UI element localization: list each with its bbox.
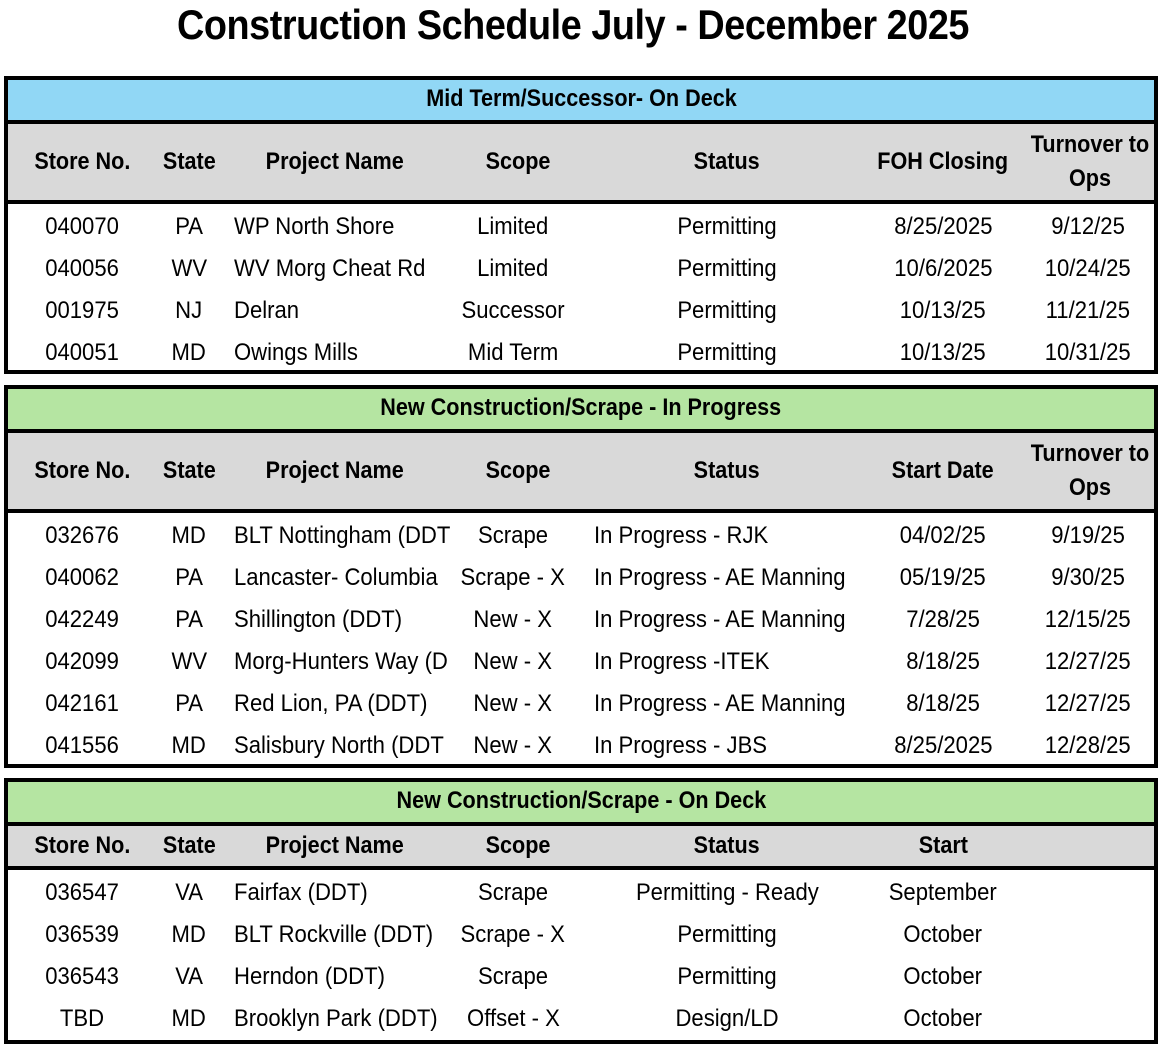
table-cell: Design/LD	[675, 1005, 779, 1032]
table-cell: TBD	[59, 1005, 105, 1032]
table-cell: Scrape - X	[460, 564, 566, 591]
column-header: Start	[918, 832, 968, 859]
table-row	[8, 290, 1154, 332]
table-cell: 040056	[45, 255, 119, 282]
table-cell: PA	[175, 690, 203, 717]
table-cell: 12/27/25	[1045, 690, 1131, 717]
table-cell: WP North Shore	[234, 213, 395, 240]
table-cell: 036547	[45, 879, 119, 906]
table-row	[8, 641, 1154, 683]
column-header: FOH Closing	[877, 148, 1009, 175]
table-row	[8, 725, 1154, 767]
table-cell: 042249	[45, 606, 119, 633]
table-cell: Mid Term	[467, 339, 559, 366]
table-cell: Red Lion, PA (DDT)	[234, 690, 428, 717]
column-header: Turnover to Ops	[1030, 131, 1150, 192]
table-cell: Permitting	[677, 921, 777, 948]
table-cell: Successor	[461, 297, 565, 324]
table-cell: Offset - X	[466, 1005, 560, 1032]
table-cell: 040070	[45, 213, 119, 240]
column-header: Status	[693, 832, 761, 859]
table-row	[8, 515, 1154, 557]
table-cell: In Progress - AE Manning	[594, 606, 846, 633]
table-cell: MD	[171, 732, 207, 759]
table-row	[8, 332, 1154, 374]
table-cell: 041556	[45, 732, 119, 759]
table-cell: Permitting - Ready	[635, 879, 819, 906]
table-cell: Permitting	[677, 255, 777, 282]
table-cell: 8/18/25	[906, 648, 980, 675]
column-header: State	[162, 148, 216, 175]
column-header: State	[162, 832, 216, 859]
table-row	[8, 872, 1154, 914]
table-header	[8, 826, 1154, 870]
table-cell: Permitting	[677, 339, 777, 366]
table-cell: 040062	[45, 564, 119, 591]
table-cell: BLT Nottingham (DDT	[234, 522, 451, 549]
table-cell: WV	[171, 255, 207, 282]
table-cell: 11/21/25	[1045, 297, 1131, 324]
table-cell: Owings Mills	[234, 339, 358, 366]
table-cell: WV Morg Cheat Rd	[234, 255, 426, 282]
table-cell	[1022, 872, 1154, 914]
table-cell: 036543	[45, 963, 119, 990]
table-cell: PA	[175, 606, 203, 633]
table-cell: Permitting	[677, 297, 777, 324]
table-cell: 032676	[45, 522, 119, 549]
table-cell: In Progress -ITEK	[594, 648, 770, 675]
table-cell: Delran	[234, 297, 300, 324]
table-cell: 036539	[45, 921, 119, 948]
table-cell: Brooklyn Park (DDT)	[234, 1005, 438, 1032]
table-cell: 7/28/25	[906, 606, 980, 633]
table-cell: WV	[171, 648, 207, 675]
table-cell: New - X	[473, 690, 553, 717]
mid-term-successor-table	[4, 76, 1158, 374]
table-cell: Scrape - X	[460, 921, 566, 948]
table-cell: 042099	[45, 648, 119, 675]
table-cell: NJ	[175, 297, 203, 324]
table-cell: 12/15/25	[1045, 606, 1131, 633]
table-cell: Fairfax (DDT)	[234, 879, 368, 906]
table-cell: VA	[175, 963, 203, 990]
table-row	[8, 998, 1154, 1040]
table-cell: October	[903, 1005, 983, 1032]
table-cell: Permitting	[677, 963, 777, 990]
table-cell: 042161	[45, 690, 119, 717]
table-row	[8, 206, 1154, 248]
table-cell: Scrape	[478, 963, 548, 990]
column-header: Scope	[485, 148, 551, 175]
table-cell: 9/12/25	[1051, 213, 1125, 240]
table-cell: Scrape	[478, 522, 548, 549]
column-header: Store No.	[33, 457, 131, 484]
table-cell: 12/28/25	[1045, 732, 1131, 759]
section-banner: New Construction/Scrape - In Progress	[8, 389, 1154, 433]
column-header: Scope	[485, 832, 551, 859]
table-cell: New - X	[473, 606, 553, 633]
table-cell: 8/18/25	[906, 690, 980, 717]
table-cell: MD	[171, 1005, 207, 1032]
table-cell: 9/30/25	[1051, 564, 1125, 591]
table-cell: Shillington (DDT)	[234, 606, 403, 633]
table-cell: 8/25/2025	[893, 732, 993, 759]
table-cell: Permitting	[677, 213, 777, 240]
table-cell	[1022, 998, 1154, 1040]
table-cell: October	[903, 963, 983, 990]
new-construction-in-progress-table	[4, 385, 1158, 768]
table-cell: Scrape	[478, 879, 548, 906]
table-cell: In Progress - AE Manning	[594, 690, 846, 717]
table-cell	[1022, 914, 1154, 956]
column-header	[1022, 826, 1158, 866]
table-cell	[1022, 956, 1154, 998]
column-header: Status	[693, 457, 761, 484]
new-construction-on-deck-table	[4, 778, 1158, 1044]
table-cell: BLT Rockville (DDT)	[234, 921, 434, 948]
table-cell: 10/6/2025	[893, 255, 993, 282]
table-cell: September	[888, 879, 998, 906]
table-cell: VA	[175, 879, 203, 906]
table-cell: MD	[171, 339, 207, 366]
table-cell: 10/13/25	[900, 297, 986, 324]
table-cell: 040051	[45, 339, 119, 366]
table-cell: In Progress - AE Manning	[594, 564, 846, 591]
table-cell: PA	[175, 564, 203, 591]
table-header	[8, 433, 1154, 513]
table-cell: MD	[171, 522, 207, 549]
table-cell: Limited	[477, 213, 549, 240]
table-cell: PA	[175, 213, 203, 240]
table-cell: 9/19/25	[1051, 522, 1125, 549]
column-header: Start Date	[891, 457, 995, 484]
table-cell: 10/24/25	[1045, 255, 1131, 282]
table-cell: 10/13/25	[900, 339, 986, 366]
section-banner: New Construction/Scrape - On Deck	[8, 782, 1154, 826]
table-cell: Herndon (DDT)	[234, 963, 385, 990]
table-cell: In Progress - JBS	[594, 732, 768, 759]
column-header: Project Name	[265, 148, 405, 175]
table-row	[8, 248, 1154, 290]
table-row	[8, 557, 1154, 599]
column-header: Project Name	[265, 457, 405, 484]
column-header: Turnover to Ops	[1030, 440, 1150, 501]
column-header: Scope	[485, 457, 551, 484]
table-cell: 10/31/25	[1045, 339, 1131, 366]
column-header: Store No.	[33, 832, 131, 859]
table-cell: 001975	[45, 297, 119, 324]
table-row	[8, 914, 1154, 956]
table-cell: 04/02/25	[900, 522, 986, 549]
table-cell: New - X	[473, 732, 553, 759]
column-header: State	[162, 457, 216, 484]
column-header: Status	[693, 148, 761, 175]
table-cell: MD	[171, 921, 207, 948]
table-cell: October	[903, 921, 983, 948]
table-cell: 8/25/2025	[893, 213, 993, 240]
table-row	[8, 599, 1154, 641]
column-header: Project Name	[265, 832, 405, 859]
table-cell: Salisbury North (DDT	[234, 732, 444, 759]
table-cell: 12/27/25	[1045, 648, 1131, 675]
column-header: Store No.	[33, 148, 131, 175]
table-cell: New - X	[473, 648, 553, 675]
table-cell: Lancaster- Columbia	[234, 564, 438, 591]
table-cell: Limited	[477, 255, 549, 282]
table-cell: In Progress - RJK	[594, 522, 769, 549]
table-row	[8, 683, 1154, 725]
table-cell: 05/19/25	[900, 564, 986, 591]
section-banner: Mid Term/Successor- On Deck	[8, 80, 1154, 124]
table-cell: Morg-Hunters Way (D	[234, 648, 448, 675]
table-header	[8, 124, 1154, 204]
page-title: Construction Schedule July - December 2025	[177, 1, 969, 48]
table-row	[8, 956, 1154, 998]
